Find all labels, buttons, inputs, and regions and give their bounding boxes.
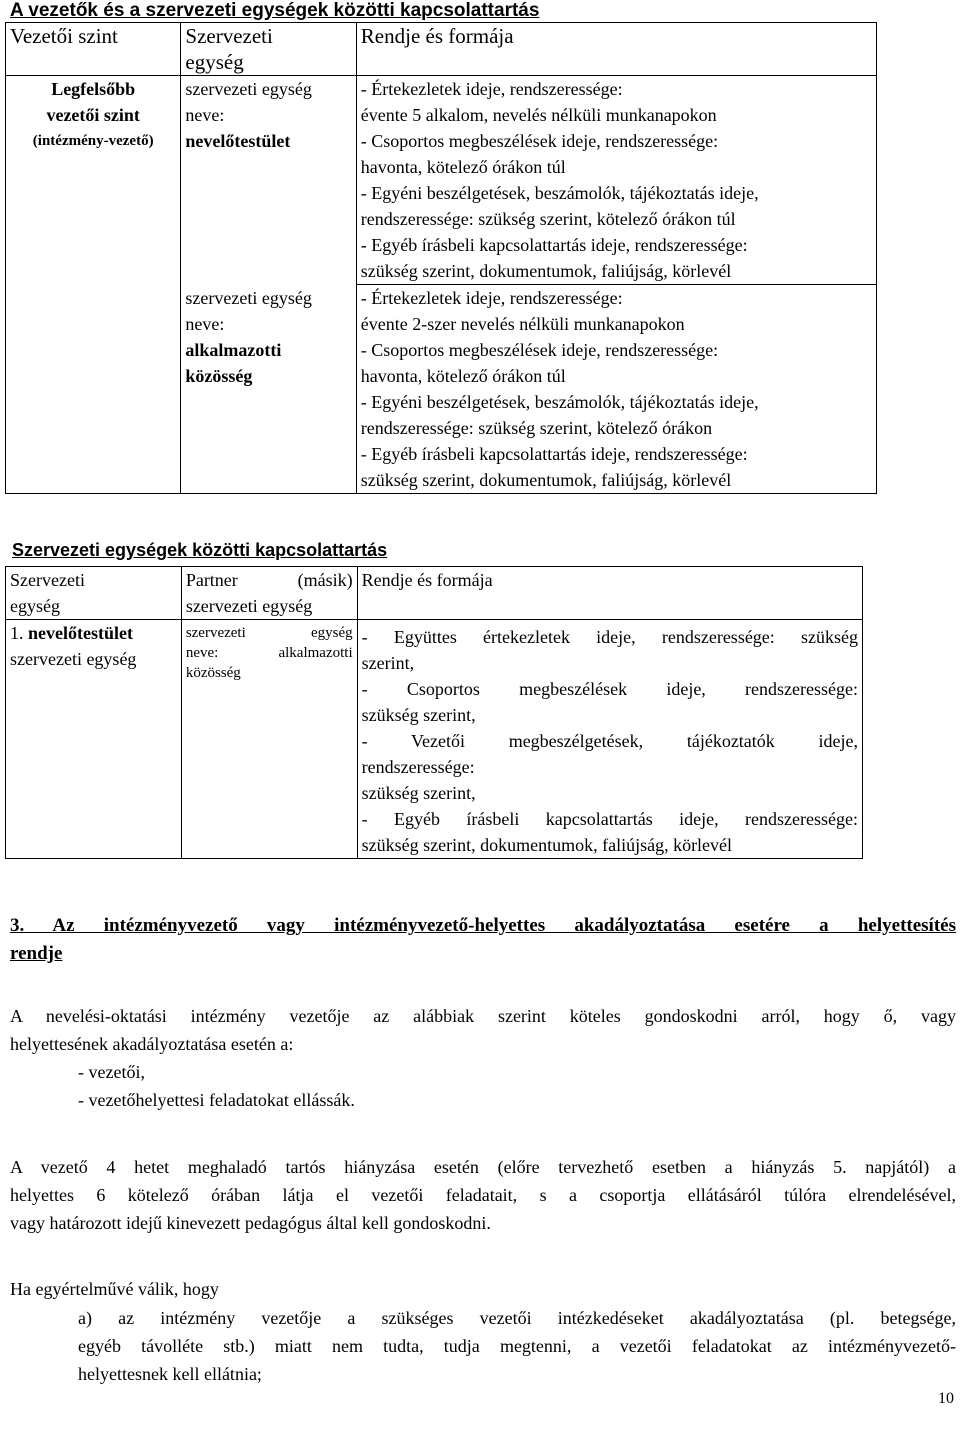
header-form: Rendje és formája: [356, 23, 876, 76]
table-header-row: [6, 23, 877, 76]
unit-line: közösség: [185, 365, 253, 386]
unit-line: szervezeti egység: [10, 649, 137, 669]
paragraph-2: [10, 1153, 956, 1237]
unit-line: neve:: [185, 105, 225, 125]
form-line: - Együttes értekezletek ideje, rendszeressége: szükség: [361, 627, 858, 647]
header-unit-line2: egység: [185, 50, 244, 74]
table-header-row: [6, 567, 863, 620]
form-line: - Értekezletek ideje, rendszeressége:: [360, 288, 623, 308]
partner-line: [186, 643, 353, 663]
header-partner: [181, 567, 357, 620]
unit-line: alkalmazotti: [185, 339, 282, 360]
units-table: [5, 566, 863, 859]
form-line: - Vezetői megbeszélgetések, tájékoztatók ideje,: [361, 731, 858, 751]
unit-line: szervezeti egység: [185, 79, 312, 99]
level-line: (intézmény-vezető): [32, 133, 154, 149]
heading-line: rendje: [10, 943, 63, 964]
header-line: szervezeti egység: [185, 596, 313, 616]
form-line: szükség szerint,: [361, 705, 476, 725]
table-row: [6, 620, 863, 859]
form-line: havonta, kötelező órákon túl: [360, 157, 566, 177]
page-number: 10: [938, 1390, 954, 1407]
partner-cell: [181, 620, 357, 859]
paragraph-line: A nevelési-oktatási intézmény vezetője az alábbiak szerint köteles gondoskodni arról, hogy ő, vagy: [10, 1006, 956, 1026]
paragraph-line: helyettesének akadályoztatása esetén a:: [10, 1034, 294, 1054]
form-line: rendszeressége:: [361, 757, 475, 777]
form-line: szükség szerint,: [361, 783, 476, 803]
partner-line: szervezeti egység: [185, 625, 353, 641]
unit-line: nevelőtestület: [185, 131, 291, 151]
form-line: - Egyéb írásbeli kapcsolattartás ideje, rendszeressége:: [360, 444, 748, 464]
form-line: - Csoportos megbeszélések ideje, rendszeressége:: [361, 679, 858, 699]
unit-number: 1.: [10, 623, 24, 643]
partner-text: neve: alkalmazotti: [185, 645, 353, 661]
header-form: Rendje és formája: [357, 567, 862, 620]
form-cell: [356, 76, 876, 285]
level-line: vezetői szint: [46, 105, 140, 125]
title-unit-relations: Szervezeti egységek közötti kapcsolattartás: [12, 540, 388, 560]
unit-cell: [181, 285, 356, 494]
header-unit: [6, 567, 182, 620]
unit-cell: [181, 76, 356, 285]
paragraph-3: [10, 1275, 956, 1303]
form-line: szerint,: [361, 653, 415, 673]
form-line: szükség szerint, dokumentumok, faliújság, körlevél: [361, 835, 733, 855]
title-leaders-units: A vezetők és a szervezeti egységek közötti kapcsolattartás: [10, 0, 540, 21]
unit-line: szervezeti egység: [185, 287, 312, 308]
form-line: évente 5 alkalom, nevelés nélküli munkanapokon: [360, 105, 717, 125]
unit-cell: [6, 620, 182, 859]
form-line: - Egyéni beszélgetések, beszámolók, tájékoztatás ideje,: [360, 392, 759, 412]
form-cell: [356, 285, 876, 494]
form-line: havonta, kötelező órákon túl: [360, 366, 566, 386]
paragraph-1: [10, 1002, 956, 1114]
form-line: - Csoportos megbeszélések ideje, rendszeressége:: [360, 131, 719, 151]
form-line: - Egyéb írásbeli kapcsolattartás ideje, rendszeressége:: [360, 235, 748, 255]
unit-name: nevelőtestület: [28, 623, 133, 643]
paragraph-line: a) az intézmény vezetője a szükséges vezetői intézkedéseket akadályoztatása (pl. betegsége,: [78, 1308, 956, 1328]
table-row: [6, 76, 877, 285]
header-line: Szervezeti: [10, 570, 85, 590]
list-item: - vezetőhelyettesi feladatokat ellássák.: [78, 1090, 355, 1110]
form-line: rendszeressége: szükség szerint, kötelező órákon túl: [360, 209, 736, 229]
section-3-heading: [10, 912, 956, 968]
header-line: egység: [10, 596, 60, 616]
paragraph-line: vagy határozott idejű kinevezett pedagógus által kell gondoskodni.: [10, 1213, 491, 1233]
header-unit: [181, 23, 356, 76]
paragraph-line: egyéb távolléte stb.) miatt nem tudta, tudja megtenni, a vezetői feladatokat az intézményvezető-: [78, 1336, 956, 1356]
header-level: Vezetői szint: [6, 23, 181, 76]
header-line: Partner (másik): [185, 570, 353, 590]
level-line: Legfelsőbb: [51, 79, 136, 99]
unit-line: neve:: [185, 313, 225, 334]
paragraph-line: Ha egyértelművé válik, hogy: [10, 1279, 219, 1299]
form-line: szükség szerint, dokumentumok, faliújság, körlevél: [360, 470, 732, 490]
level-cell: [6, 76, 181, 494]
partner-line: közösség: [185, 665, 241, 681]
form-line: - Csoportos megbeszélések ideje, rendszeressége:: [360, 340, 719, 360]
leaders-table: [5, 22, 877, 494]
form-cell: [357, 620, 862, 859]
form-line: - Egyéb írásbeli kapcsolattartás ideje, rendszeressége:: [361, 809, 858, 829]
list-item: - vezetői,: [78, 1062, 145, 1082]
form-line: évente 2-szer nevelés nélküli munkanapokon: [360, 314, 685, 334]
form-line: szükség szerint, dokumentumok, faliújság, körlevél: [360, 261, 732, 281]
form-line: - Egyéni beszélgetések, beszámolók, tájékoztatás ideje,: [360, 183, 759, 203]
paragraph-4: [78, 1304, 956, 1388]
paragraph-line: helyettes 6 kötelező órában látja el vezetői feladatait, s a csoportja ellátásáról túlóra elrendelésével,: [10, 1185, 956, 1205]
header-unit-line1: Szervezeti: [185, 24, 273, 48]
form-line: - Értekezletek ideje, rendszeressége:: [360, 79, 623, 99]
unit-line: [10, 620, 177, 646]
form-line: rendszeressége: szükség szerint, kötelező órákon: [360, 418, 713, 438]
paragraph-line: A vezető 4 hetet meghaladó tartós hiányzása esetén (előre tervezhető esetben a hiányzás 5. napjától) a: [10, 1157, 956, 1177]
paragraph-line: helyettesnek kell ellátnia;: [78, 1364, 262, 1384]
heading-line: 3. Az intézményvezető vagy intézményvezető-helyettes akadályoztatása esetére a helyettesítés: [10, 915, 956, 936]
